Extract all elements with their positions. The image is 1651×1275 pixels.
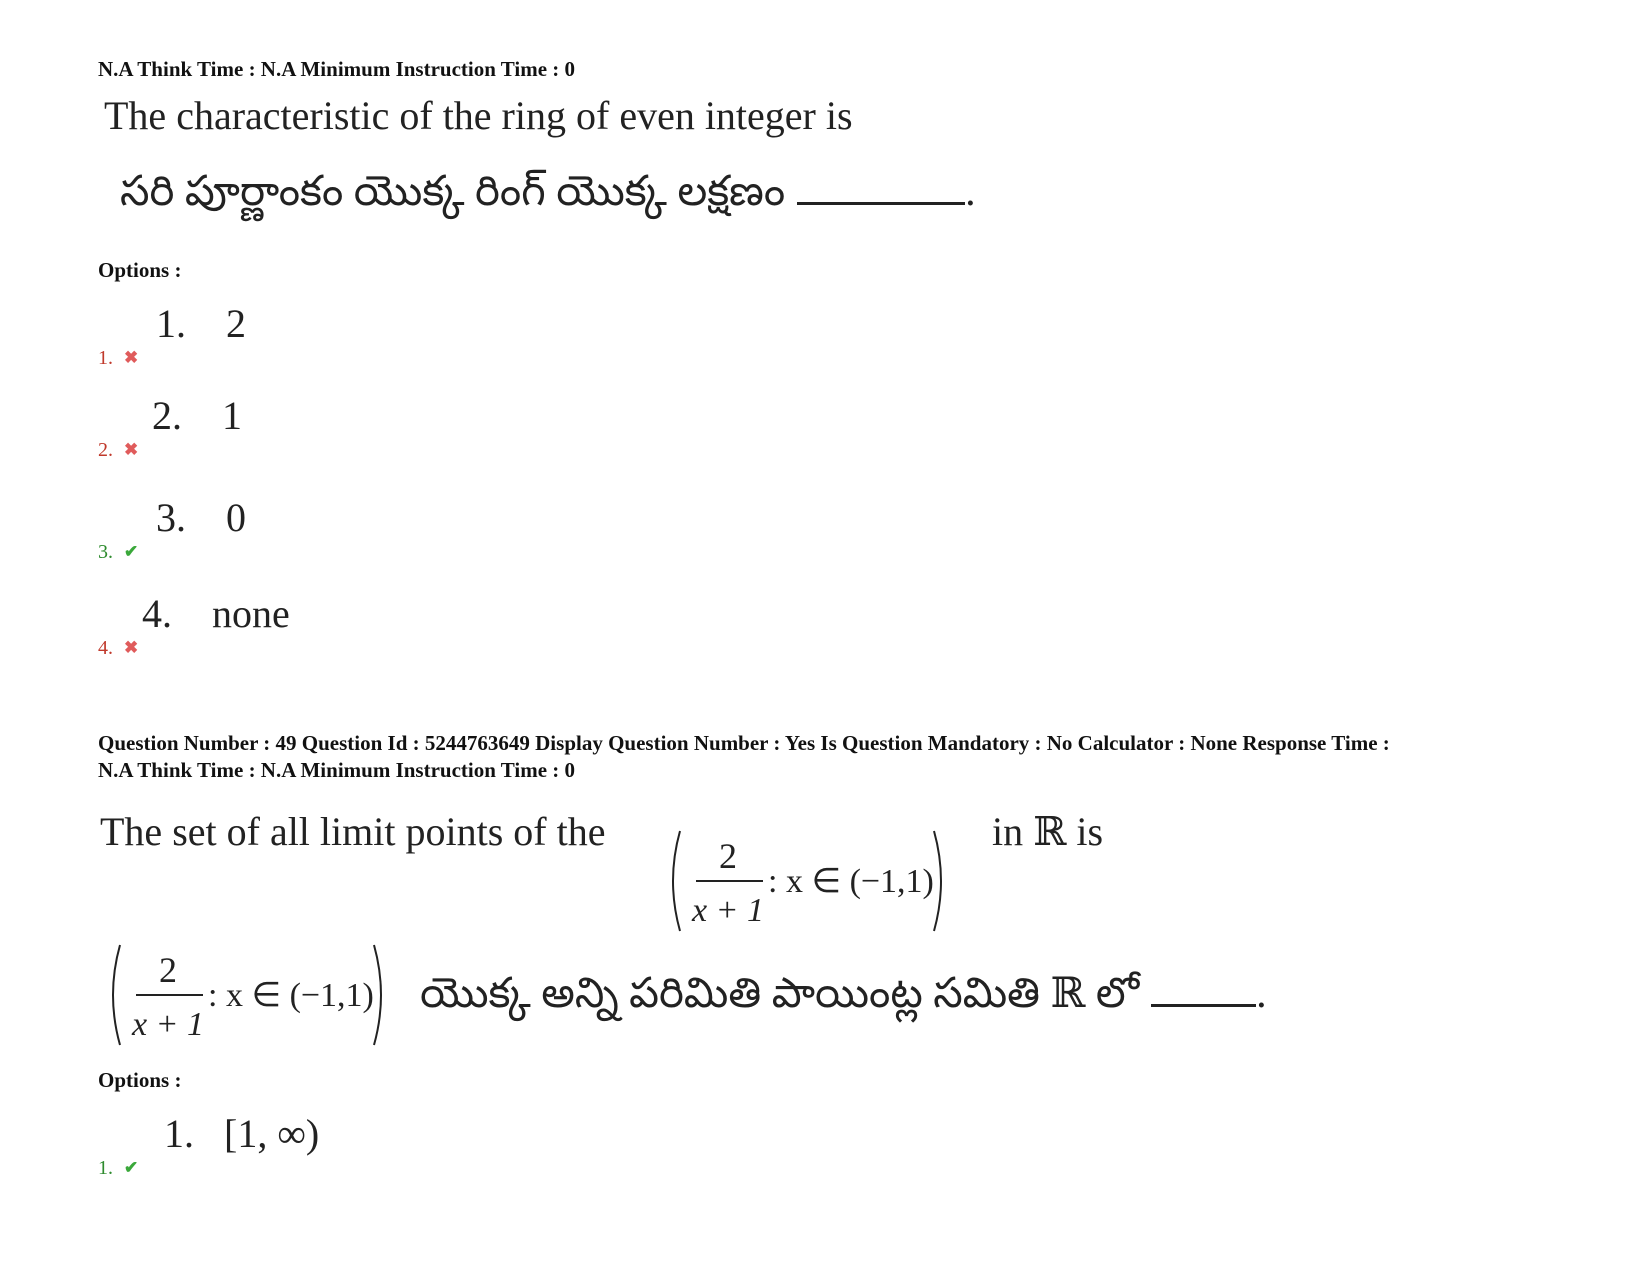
option-1 xyxy=(98,300,598,370)
option-value: [1, ∞) xyxy=(224,1111,320,1156)
option-1 xyxy=(98,1110,598,1180)
question-meta-line: N.A Think Time : N.A Minimum Instruction Time : 0 xyxy=(98,57,576,81)
question-text-telugu-body: యొక్క అన్ని పరిమితి పాయింట్ల సమితి ℝ లో xyxy=(420,971,1140,1017)
option-content xyxy=(142,590,290,637)
option-index: 4. xyxy=(98,637,113,659)
question-meta-line: N.A Think Time : N.A Minimum Instruction Time : 0 xyxy=(98,758,576,782)
options-label: Options : xyxy=(98,258,182,282)
question-text-telugu: సరి పూర్ణాంకం యొక్క రింగ్ యొక్క లక్షణం . xyxy=(120,169,976,215)
option-number: 2. xyxy=(152,393,182,438)
option-4 xyxy=(98,590,598,660)
question-meta-line: Question Number : 49 Question Id : 5244763649 Display Question Number : Yes Is Question Mandatory : No Calculator : None Response Time : xyxy=(98,731,1390,755)
wrong-mark-icon: ✖ xyxy=(124,440,139,459)
option-value: none xyxy=(212,591,290,636)
question-text-telugu-body: సరి పూర్ణాంకం యొక్క రింగ్ యొక్క లక్షణం xyxy=(120,169,786,215)
answer-blank xyxy=(1151,1004,1256,1007)
option-index: 3. xyxy=(98,541,113,563)
answer-blank xyxy=(797,202,965,205)
fraction-denominator: x + 1 xyxy=(691,892,765,929)
correct-check-icon: ✔ xyxy=(124,1158,139,1177)
option-content xyxy=(152,392,242,439)
set-condition: : x ∈ (−1,1) xyxy=(768,863,934,900)
fraction-denominator: x + 1 xyxy=(131,1006,205,1043)
fraction-numerator: 2 xyxy=(159,950,177,990)
option-index: 1. xyxy=(98,347,113,369)
wrong-mark-icon: ✖ xyxy=(124,638,139,657)
option-number: 4. xyxy=(142,591,172,636)
option-number: 1. xyxy=(156,301,186,346)
correct-check-icon: ✔ xyxy=(124,542,139,561)
set-expression-telugu xyxy=(108,940,398,1050)
question-text-telugu: యొక్క అన్ని పరిమితి పాయింట్ల సమితి ℝ లో . xyxy=(420,971,1267,1017)
set-expression-english xyxy=(668,826,958,936)
set-condition: : x ∈ (−1,1) xyxy=(208,977,374,1014)
option-index: 2. xyxy=(98,439,113,461)
wrong-mark-icon: ✖ xyxy=(124,348,139,367)
option-2 xyxy=(98,392,598,462)
option-3 xyxy=(98,494,598,564)
option-content xyxy=(156,300,246,347)
option-value: 2 xyxy=(226,301,246,346)
option-value: 1 xyxy=(222,393,242,438)
fraction-numerator: 2 xyxy=(719,836,737,876)
option-number: 1. xyxy=(164,1111,194,1156)
option-number: 3. xyxy=(156,495,186,540)
option-value: 0 xyxy=(226,495,246,540)
question-text-english-suffix: in ℝ is xyxy=(992,809,1104,854)
options-label: Options : xyxy=(98,1068,182,1092)
option-content xyxy=(156,494,246,541)
question-text-english-prefix: The set of all limit points of the xyxy=(100,809,606,854)
question-text-english: The characteristic of the ring of even integer is xyxy=(104,93,853,138)
option-content xyxy=(164,1110,319,1157)
option-index: 1. xyxy=(98,1157,113,1179)
